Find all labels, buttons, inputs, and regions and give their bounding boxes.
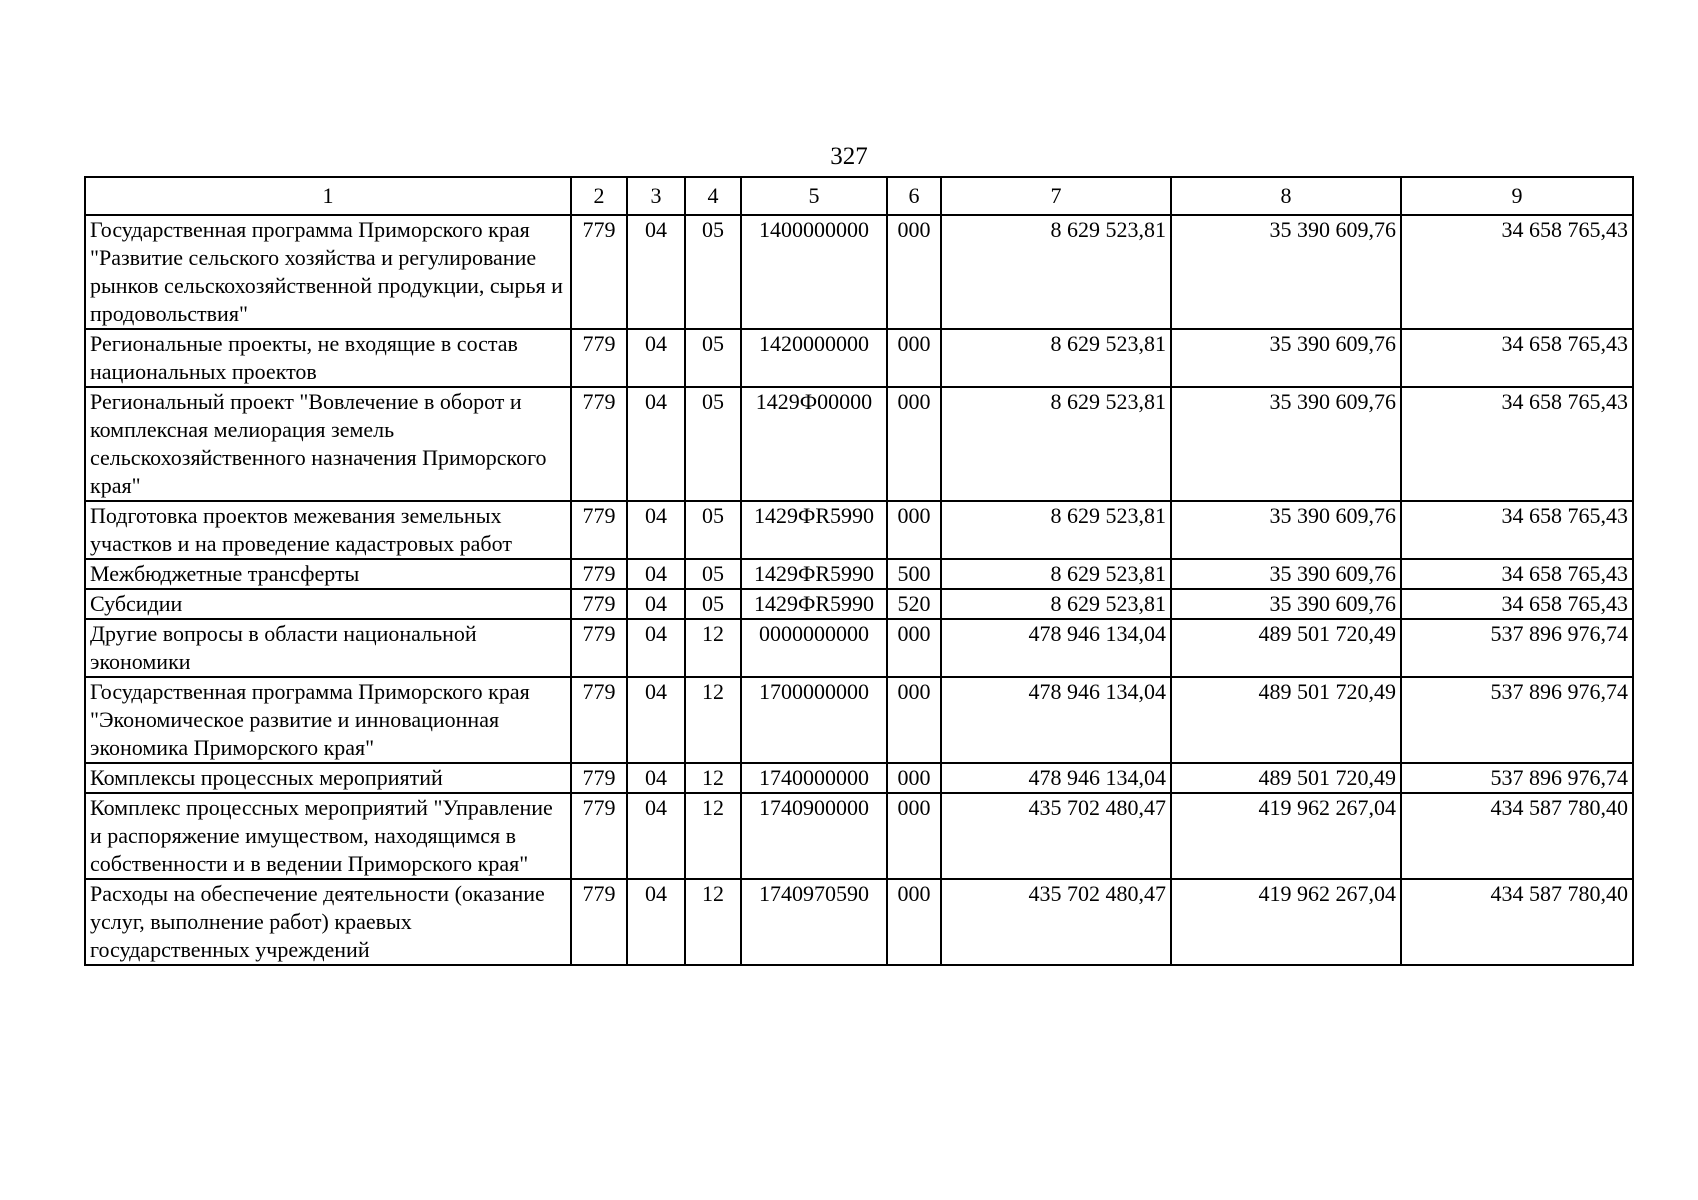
amount-col7-cell: 478 946 134,04: [941, 619, 1171, 677]
amount-col9-cell: 34 658 765,43: [1401, 501, 1633, 559]
table-row: [85, 793, 1633, 879]
section-code-cell: 04: [627, 879, 685, 965]
row-name-cell: Субсидии: [85, 589, 571, 619]
column-header-7: 7: [941, 177, 1171, 215]
expense-type-code-cell: 500: [887, 559, 941, 589]
amount-col7-cell: 8 629 523,81: [941, 559, 1171, 589]
amount-col8-cell: 35 390 609,76: [1171, 329, 1401, 387]
table-row: [85, 589, 1633, 619]
amount-col8-cell: 35 390 609,76: [1171, 501, 1401, 559]
target-article-code-cell: 1429ФR5990: [741, 589, 887, 619]
expense-type-code-cell: 000: [887, 677, 941, 763]
subsection-code-cell: 12: [685, 677, 741, 763]
table-row: [85, 329, 1633, 387]
ministry-code-cell: 779: [571, 677, 627, 763]
expense-type-code-cell: 000: [887, 879, 941, 965]
table-row: [85, 677, 1633, 763]
target-article-code-cell: 1700000000: [741, 677, 887, 763]
subsection-code-cell: 05: [685, 589, 741, 619]
row-name-cell: Подготовка проектов межевания земельных участков и на проведение кадастровых работ: [85, 501, 571, 559]
amount-col9-cell: 537 896 976,74: [1401, 619, 1633, 677]
table-row: [85, 387, 1633, 501]
section-code-cell: 04: [627, 329, 685, 387]
amount-col8-cell: 35 390 609,76: [1171, 559, 1401, 589]
table-row: [85, 763, 1633, 793]
amount-col9-cell: 34 658 765,43: [1401, 559, 1633, 589]
expense-type-code-cell: 000: [887, 793, 941, 879]
target-article-code-cell: 1400000000: [741, 215, 887, 329]
table-row: [85, 501, 1633, 559]
expense-type-code-cell: 000: [887, 215, 941, 329]
subsection-code-cell: 12: [685, 763, 741, 793]
expense-type-code-cell: 000: [887, 387, 941, 501]
section-code-cell: 04: [627, 763, 685, 793]
ministry-code-cell: 779: [571, 559, 627, 589]
column-header-1: 1: [85, 177, 571, 215]
amount-col8-cell: 35 390 609,76: [1171, 589, 1401, 619]
row-name-cell: Региональный проект "Вовлечение в оборот и комплексная мелиорация земель сельскохозяйственного назначения Приморского края": [85, 387, 571, 501]
amount-col8-cell: 419 962 267,04: [1171, 879, 1401, 965]
ministry-code-cell: 779: [571, 879, 627, 965]
expense-type-code-cell: 000: [887, 501, 941, 559]
expense-type-code-cell: 000: [887, 619, 941, 677]
target-article-code-cell: 1429Ф00000: [741, 387, 887, 501]
ministry-code-cell: 779: [571, 793, 627, 879]
ministry-code-cell: 779: [571, 763, 627, 793]
section-code-cell: 04: [627, 589, 685, 619]
amount-col7-cell: 8 629 523,81: [941, 215, 1171, 329]
amount-col8-cell: 489 501 720,49: [1171, 677, 1401, 763]
amount-col8-cell: 35 390 609,76: [1171, 387, 1401, 501]
amount-col7-cell: 435 702 480,47: [941, 879, 1171, 965]
table-row: [85, 619, 1633, 677]
amount-col7-cell: 478 946 134,04: [941, 677, 1171, 763]
ministry-code-cell: 779: [571, 589, 627, 619]
target-article-code-cell: 1420000000: [741, 329, 887, 387]
column-header-9: 9: [1401, 177, 1633, 215]
column-header-2: 2: [571, 177, 627, 215]
column-header-6: 6: [887, 177, 941, 215]
row-name-cell: Межбюджетные трансферты: [85, 559, 571, 589]
subsection-code-cell: 05: [685, 501, 741, 559]
page-number: 327: [830, 143, 868, 170]
subsection-code-cell: 12: [685, 619, 741, 677]
column-header-3: 3: [627, 177, 685, 215]
amount-col7-cell: 478 946 134,04: [941, 763, 1171, 793]
subsection-code-cell: 05: [685, 215, 741, 329]
table-row: [85, 559, 1633, 589]
amount-col8-cell: 489 501 720,49: [1171, 619, 1401, 677]
amount-col8-cell: 35 390 609,76: [1171, 215, 1401, 329]
target-article-code-cell: 0000000000: [741, 619, 887, 677]
subsection-code-cell: 05: [685, 329, 741, 387]
subsection-code-cell: 05: [685, 559, 741, 589]
amount-col7-cell: 435 702 480,47: [941, 793, 1171, 879]
table-body: [85, 215, 1633, 965]
section-code-cell: 04: [627, 387, 685, 501]
expense-type-code-cell: 000: [887, 763, 941, 793]
ministry-code-cell: 779: [571, 329, 627, 387]
ministry-code-cell: 779: [571, 215, 627, 329]
table-header-row: [85, 177, 1633, 215]
column-header-5: 5: [741, 177, 887, 215]
amount-col8-cell: 489 501 720,49: [1171, 763, 1401, 793]
subsection-code-cell: 05: [685, 387, 741, 501]
section-code-cell: 04: [627, 215, 685, 329]
amount-col9-cell: 537 896 976,74: [1401, 763, 1633, 793]
table-row: [85, 215, 1633, 329]
expense-type-code-cell: 000: [887, 329, 941, 387]
row-name-cell: Расходы на обеспечение деятельности (оказание услуг, выполнение работ) краевых государственных учреждений: [85, 879, 571, 965]
target-article-code-cell: 1429ФR5990: [741, 559, 887, 589]
ministry-code-cell: 779: [571, 501, 627, 559]
amount-col7-cell: 8 629 523,81: [941, 589, 1171, 619]
amount-col9-cell: 34 658 765,43: [1401, 329, 1633, 387]
expense-type-code-cell: 520: [887, 589, 941, 619]
amount-col9-cell: 34 658 765,43: [1401, 387, 1633, 501]
table-row: [85, 879, 1633, 965]
section-code-cell: 04: [627, 501, 685, 559]
amount-col9-cell: 434 587 780,40: [1401, 879, 1633, 965]
section-code-cell: 04: [627, 559, 685, 589]
budget-table: [84, 176, 1634, 966]
amount-col9-cell: 537 896 976,74: [1401, 677, 1633, 763]
amount-col9-cell: 34 658 765,43: [1401, 215, 1633, 329]
target-article-code-cell: 1740000000: [741, 763, 887, 793]
amount-col9-cell: 434 587 780,40: [1401, 793, 1633, 879]
row-name-cell: Региональные проекты, не входящие в состав национальных проектов: [85, 329, 571, 387]
row-name-cell: Государственная программа Приморского края "Развитие сельского хозяйства и регулирование рынков сельскохозяйственной продукции, сырья и продовольствия": [85, 215, 571, 329]
amount-col7-cell: 8 629 523,81: [941, 387, 1171, 501]
ministry-code-cell: 779: [571, 619, 627, 677]
subsection-code-cell: 12: [685, 879, 741, 965]
column-header-8: 8: [1171, 177, 1401, 215]
amount-col7-cell: 8 629 523,81: [941, 329, 1171, 387]
row-name-cell: Комплекс процессных мероприятий "Управление и распоряжение имуществом, находящимся в собственности и в ведении Приморского края": [85, 793, 571, 879]
target-article-code-cell: 1740970590: [741, 879, 887, 965]
amount-col7-cell: 8 629 523,81: [941, 501, 1171, 559]
ministry-code-cell: 779: [571, 387, 627, 501]
column-header-4: 4: [685, 177, 741, 215]
amount-col8-cell: 419 962 267,04: [1171, 793, 1401, 879]
amount-col9-cell: 34 658 765,43: [1401, 589, 1633, 619]
section-code-cell: 04: [627, 793, 685, 879]
subsection-code-cell: 12: [685, 793, 741, 879]
row-name-cell: Другие вопросы в области национальной экономики: [85, 619, 571, 677]
row-name-cell: Государственная программа Приморского края "Экономическое развитие и инновационная экономика Приморского края": [85, 677, 571, 763]
target-article-code-cell: 1429ФR5990: [741, 501, 887, 559]
section-code-cell: 04: [627, 619, 685, 677]
target-article-code-cell: 1740900000: [741, 793, 887, 879]
row-name-cell: Комплексы процессных мероприятий: [85, 763, 571, 793]
section-code-cell: 04: [627, 677, 685, 763]
